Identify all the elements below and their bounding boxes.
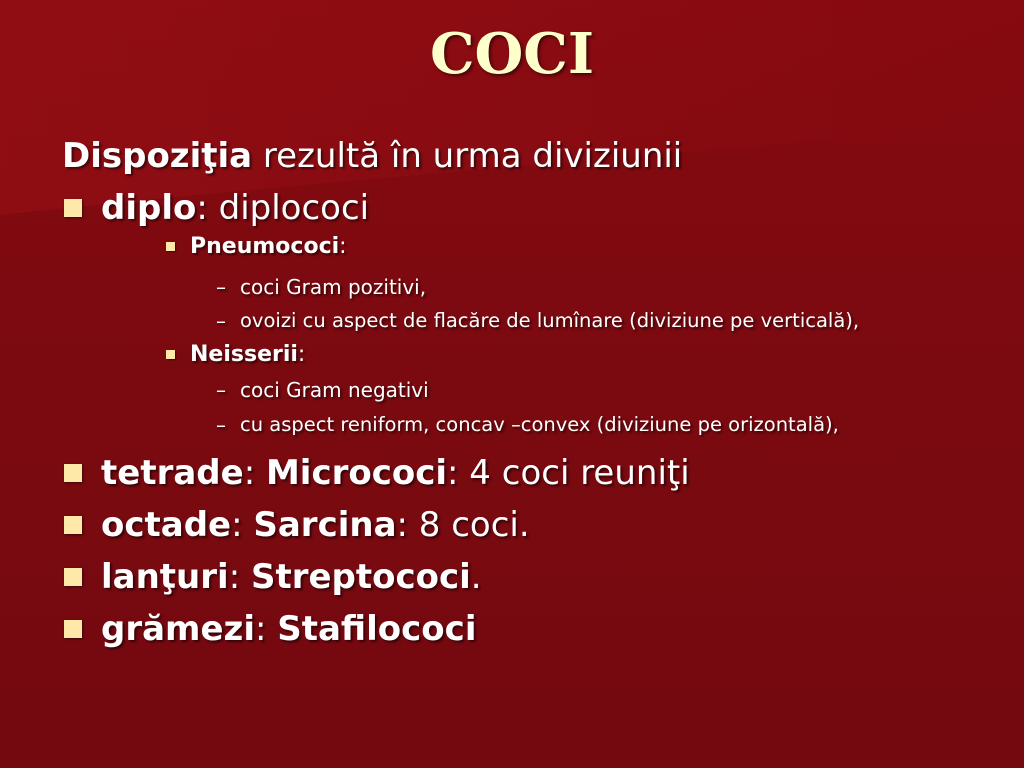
- octade-rest: : 8 coci.: [396, 505, 530, 545]
- tetrade-bold2: Micrococi: [265, 453, 448, 493]
- intro-bold: Dispoziţia: [62, 136, 253, 176]
- dash-bullet-icon: –: [216, 378, 226, 402]
- octade-bold2: Sarcina: [253, 505, 397, 545]
- bullet-square-icon: [64, 568, 82, 586]
- lanturi-bold: lanţuri: [101, 557, 229, 597]
- diplo-bold: diplo: [101, 188, 197, 228]
- item-lanturi: [101, 557, 482, 597]
- dash-bullet-icon: –: [216, 309, 226, 333]
- neisserii-bold: Neisserii: [190, 342, 298, 367]
- item-gramezi: [101, 609, 476, 649]
- tetrade-sep: :: [243, 453, 266, 493]
- item-tetrade: [101, 453, 690, 493]
- bullet-square-icon: [64, 199, 82, 217]
- neisserii-detail-1: coci Gram negativi: [240, 378, 429, 402]
- gramezi-bold: grămezi: [101, 609, 255, 649]
- sub-bullet-square-icon: [166, 242, 175, 251]
- diplo-rest: diplococi: [207, 188, 370, 228]
- gramezi-sep: :: [254, 609, 278, 649]
- octade-bold: octade: [101, 505, 232, 545]
- item-pneumococi: [190, 233, 347, 261]
- item-octade: [101, 505, 530, 545]
- intro-rest: rezultă în urma diviziunii: [252, 136, 683, 176]
- intro-line: [62, 136, 682, 176]
- dash-bullet-icon: –: [216, 413, 226, 437]
- pneumococi-bold: Pneumococi: [190, 234, 340, 259]
- bullet-square-icon: [64, 516, 82, 534]
- dash-bullet-icon: –: [216, 275, 226, 299]
- pneumococi-detail-2: ovoizi cu aspect de flacăre de lumînare (diviziune pe verticală),: [240, 309, 860, 332]
- tetrade-rest: : 4 coci reuniţi: [447, 453, 690, 493]
- slide-title: COCI: [429, 21, 595, 87]
- neisserii-detail-2: cu aspect reniform, concav –convex (diviziune pe orizontală),: [240, 413, 839, 436]
- bullet-square-icon: [64, 620, 82, 638]
- lanturi-sep: :: [228, 557, 251, 597]
- tetrade-bold: tetrade: [101, 453, 244, 493]
- item-neisserii: [190, 341, 305, 369]
- pneumococi-sep: :: [339, 234, 347, 259]
- pneumococi-detail-1: coci Gram pozitivi,: [240, 275, 427, 299]
- item-diplo: [101, 188, 369, 228]
- bullet-square-icon: [64, 464, 82, 482]
- octade-sep: :: [231, 505, 254, 545]
- lanturi-bold2: Streptococi: [250, 557, 471, 597]
- diplo-sep: :: [196, 188, 208, 228]
- lanturi-rest: .: [470, 557, 482, 597]
- gramezi-bold2: Stafilococi: [277, 609, 477, 649]
- neisserii-sep: :: [297, 342, 306, 367]
- sub-bullet-square-icon: [166, 350, 175, 359]
